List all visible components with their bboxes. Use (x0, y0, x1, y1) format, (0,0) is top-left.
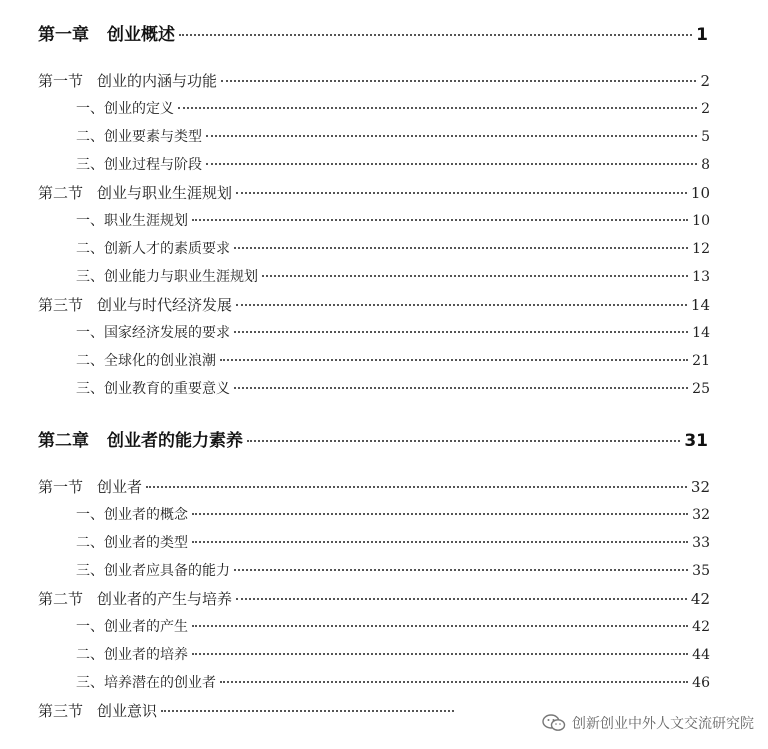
dot-leader (146, 486, 687, 488)
toc-chapter-label (38, 20, 175, 45)
section-number: 第一节 (38, 478, 84, 496)
toc-item-title: 二、全球化的创业浪潮 (76, 353, 216, 369)
dot-leader (178, 107, 697, 109)
toc-item[interactable] (76, 154, 710, 174)
toc-item-title: 一、职业生涯规划 (76, 213, 188, 229)
section-title: 创业者的产生与培养 (97, 590, 233, 608)
page-number: 2 (700, 72, 710, 90)
toc-item[interactable] (76, 378, 710, 398)
toc-section-label (38, 294, 232, 315)
toc-item[interactable] (76, 616, 710, 636)
toc-section-label (38, 476, 142, 497)
toc-section[interactable] (38, 294, 710, 315)
toc-item-title: 一、国家经济发展的要求 (76, 325, 230, 341)
watermark-text: 创新创业中外人文交流研究院 (572, 716, 754, 732)
toc-item[interactable] (76, 644, 710, 664)
page-number: 42 (690, 590, 710, 608)
toc-section[interactable] (38, 700, 458, 721)
toc-item[interactable] (76, 98, 710, 118)
section-title: 创业与时代经济发展 (97, 296, 233, 314)
toc-item-title: 二、创业要素与类型 (76, 129, 202, 145)
toc-section[interactable] (38, 182, 710, 203)
dot-leader (234, 569, 688, 571)
dot-leader (192, 219, 688, 221)
toc-item-title: 三、培养潜在的创业者 (76, 675, 216, 691)
dot-leader (206, 163, 697, 165)
chapter-title: 创业概述 (107, 25, 175, 45)
toc-chapter-2[interactable] (38, 426, 708, 451)
dot-leader (236, 304, 687, 306)
toc-item-title: 三、创业者应具备的能力 (76, 563, 230, 579)
page-number: 42 (692, 619, 710, 635)
toc-section-label (38, 70, 217, 91)
page-number: 13 (692, 269, 710, 285)
dot-leader (192, 513, 688, 515)
toc-section-label (38, 700, 157, 721)
dot-leader (221, 80, 696, 82)
dot-leader (236, 192, 687, 194)
dot-leader (206, 135, 697, 137)
toc-item-title: 一、创业者的产生 (76, 619, 188, 635)
page-number: 1 (696, 25, 708, 45)
dot-leader (220, 681, 688, 683)
toc-item[interactable] (76, 126, 710, 146)
section-number: 第三节 (38, 296, 84, 314)
toc-item[interactable] (76, 532, 710, 552)
page-number: 44 (692, 647, 710, 663)
toc-item-title: 二、创业者的类型 (76, 535, 188, 551)
wechat-icon (542, 714, 566, 732)
chapter-number: 第一章 (38, 25, 89, 45)
toc-chapter-1[interactable] (38, 20, 708, 45)
page-number: 32 (692, 507, 710, 523)
dot-leader (179, 34, 692, 36)
page-number: 21 (692, 353, 710, 369)
section-number: 第二节 (38, 590, 84, 608)
page-number: 35 (692, 563, 710, 579)
watermark (542, 713, 754, 733)
dot-leader (234, 331, 688, 333)
dot-leader (247, 440, 680, 442)
toc-item-title: 三、创业过程与阶段 (76, 157, 202, 173)
page-number: 10 (692, 213, 710, 229)
page-number: 12 (692, 241, 710, 257)
page-number: 14 (692, 325, 710, 341)
dot-leader (234, 247, 688, 249)
page-number: 32 (690, 478, 710, 496)
toc-chapter-label (38, 426, 243, 451)
toc-item[interactable] (76, 266, 710, 286)
dot-leader (161, 710, 454, 712)
section-number: 第二节 (38, 184, 84, 202)
page-number: 33 (692, 535, 710, 551)
page-number: 10 (690, 184, 710, 202)
chapter-title: 创业者的能力素养 (107, 431, 243, 451)
page-number: 14 (690, 296, 710, 314)
toc-item-title: 三、创业教育的重要意义 (76, 381, 230, 397)
toc-section[interactable] (38, 588, 710, 609)
toc-item-title: 一、创业的定义 (76, 101, 174, 117)
toc-section-label (38, 182, 232, 203)
dot-leader (234, 387, 688, 389)
toc-item[interactable] (76, 672, 710, 692)
dot-leader (192, 653, 688, 655)
chapter-number: 第二章 (38, 431, 89, 451)
section-title: 创业的内涵与功能 (97, 72, 218, 90)
dot-leader (192, 625, 688, 627)
section-title: 创业者 (97, 478, 143, 496)
toc-item[interactable] (76, 238, 710, 258)
section-number: 第三节 (38, 702, 84, 720)
page-number: 25 (692, 381, 710, 397)
section-title: 创业意识 (97, 702, 158, 720)
toc-item-title: 二、创业者的培养 (76, 647, 188, 663)
toc-item[interactable] (76, 350, 710, 370)
dot-leader (220, 359, 688, 361)
page-number: 46 (692, 675, 710, 691)
section-title: 创业与职业生涯规划 (97, 184, 233, 202)
toc-section[interactable] (38, 476, 710, 497)
toc-item-title: 三、创业能力与职业生涯规划 (76, 269, 258, 285)
toc-section[interactable] (38, 70, 710, 91)
toc-section-label (38, 588, 232, 609)
dot-leader (236, 598, 687, 600)
dot-leader (192, 541, 688, 543)
toc-item[interactable] (76, 560, 710, 580)
toc-item[interactable] (76, 210, 710, 230)
toc-item[interactable] (76, 504, 710, 524)
toc-item-title: 一、创业者的概念 (76, 507, 188, 523)
section-number: 第一节 (38, 72, 84, 90)
page-number: 8 (701, 157, 710, 173)
toc-item[interactable] (76, 322, 710, 342)
toc-item-title: 二、创新人才的素质要求 (76, 241, 230, 257)
dot-leader (262, 275, 688, 277)
page-number: 5 (701, 129, 710, 145)
page-number: 31 (684, 431, 708, 451)
page-number: 2 (701, 101, 710, 117)
